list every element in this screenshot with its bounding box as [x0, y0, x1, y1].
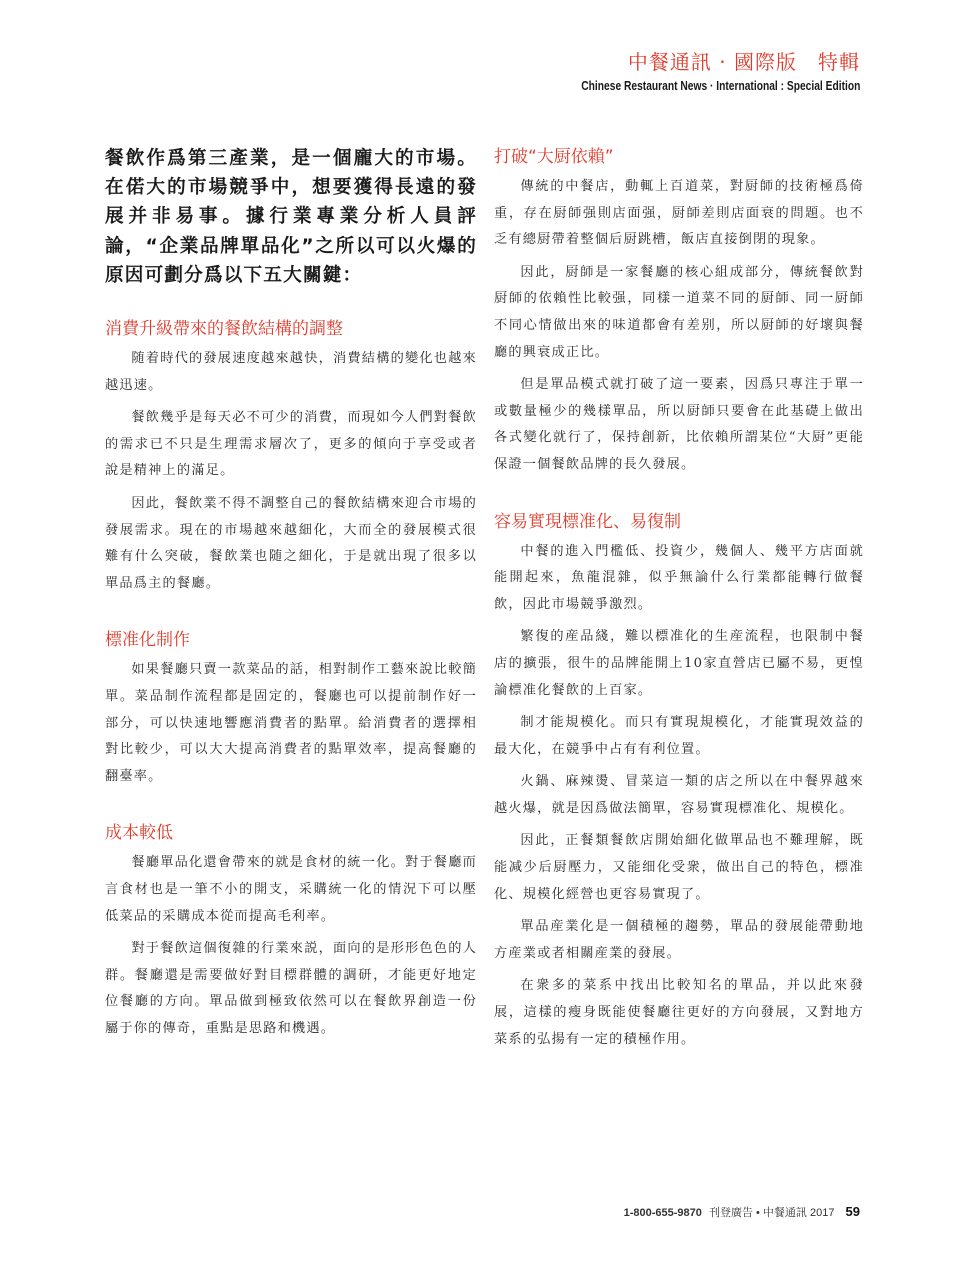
body-paragraph: 在衆多的菜系中找出比較知名的單品，并以此來發展，這樣的瘦身既能使餐廳往更好的方向發展，又對地方菜系的弘揚有一定的積極作用。 — [494, 978, 864, 1047]
body-paragraph: 但是單品模式就打破了這一要素，因爲只專注于單一或數量極少的幾樣單品，所以厨師只要會在此基礎上做出各式變化就行了，保持創新，比依賴所謂某位“大厨”更能保證一個餐飲品牌的長久發展。 — [494, 377, 864, 472]
body-paragraph: 火鍋、麻辣燙、冒菜這一類的店之所以在中餐界越來越火爆，就是因爲做法簡單，容易實現標准化、規模化。 — [494, 774, 864, 816]
right-column — [494, 144, 864, 1083]
body-paragraph: 制才能規模化。而只有實現規模化，才能實現效益的最大化，在競爭中占有有利位置。 — [494, 715, 864, 757]
article-section — [105, 316, 477, 597]
body-paragraph: 繁復的産品綫，難以標准化的生産流程，也限制中餐店的擴張，很牛的品牌能開上10家直營店已屬不易，更惶論標准化餐飲的上百家。 — [494, 629, 864, 698]
footer-phone: 1-800-655-9870 — [623, 1207, 702, 1219]
body-paragraph: 餐廳單品化還會帶來的就是食材的統一化。對于餐廳而言食材也是一筆不小的開支，采購統一化的情況下可以壓低菜品的采購成本從而提高毛利率。 — [105, 855, 477, 924]
body-paragraph: 傳統的中餐店，動輒上百道菜，對厨師的技術極爲倚重，存在厨師强則店面强，厨師差則店面衰的問題。也不乏有總厨帶着整個后厨跳槽，飯店直接倒閉的現象。 — [494, 179, 864, 248]
page-footer — [624, 1204, 860, 1220]
section-title: 成本較低 — [105, 823, 173, 844]
body-paragraph: 餐飲幾乎是每天必不可少的消費，而現如今人們對餐飲的需求已不只是生理需求層次了，更多的傾向于享受或者說是精神上的滿足。 — [105, 410, 477, 479]
page-number: 59 — [845, 1204, 860, 1219]
section-title: 打破“大厨依賴” — [494, 147, 614, 167]
header-title-chinese: 中餐通訊 · 國際版 特輯 — [627, 50, 860, 74]
article-section — [105, 820, 477, 1042]
section-title: 標准化制作 — [105, 630, 190, 651]
body-paragraph: 随着時代的發展速度越來越快，消費結構的變化也越來越迅速。 — [105, 351, 477, 393]
section-title: 消費升級帶來的餐飲結構的調整 — [105, 319, 343, 340]
body-paragraph: 對于餐飲這個復雜的行業來説，面向的是形形色色的人群。餐廳還是需要做好對目標群體的調研，才能更好地定位餐廳的方向。單品做到極致依然可以在餐飲界創造一份屬于你的傳奇，重點是思路和機遇。 — [105, 941, 477, 1036]
body-paragraph: 如果餐廳只賣一款菜品的話，相對制作工藝來說比較簡單。菜品制作流程都是固定的，餐廳也可以提前制作好一部分，可以快速地響應消費者的點單。給消費者的選擇相對比較少，可以大大提高消費者的點單效率，提高餐廳的翻臺率。 — [105, 662, 477, 784]
body-paragraph: 單品産業化是一個積極的趨勢，單品的發展能帶動地方産業或者相關産業的發展。 — [494, 919, 864, 961]
article-section — [494, 509, 864, 1054]
header-title-english: Chinese Restaurant News · International : Special Edition — [580, 79, 860, 93]
body-paragraph: 因此，正餐類餐飲店開始細化做單品也不難理解，既能减少后厨壓力，又能细化受衆，做出自己的特色，標准化、規模化經營也更容易實現了。 — [494, 833, 864, 902]
article-section — [494, 144, 864, 479]
body-paragraph: 中餐的進入門檻低、投資少，幾個人、幾平方店面就能開起來，魚龍混雜，似乎無論什么行業都能轉行做餐飲，因此市場競爭激烈。 — [494, 543, 864, 612]
body-paragraph: 因此，厨師是一家餐廳的核心組成部分，傳統餐飲對厨師的依賴性比較强，同樣一道菜不同的厨師、同一厨師不同心情做出來的味道都會有差别，所以厨師的好壞與餐廳的興衰成正比。 — [494, 264, 864, 360]
footer-text: 刊登廣告 • 中餐通訊 2017 — [708, 1207, 835, 1219]
left-column — [105, 144, 477, 1072]
article-section — [105, 627, 477, 790]
page-header — [520, 46, 860, 93]
section-title: 容易實現標准化、易復制 — [494, 511, 681, 532]
body-paragraph: 因此，餐飲業不得不調整自己的餐飲結構來迎合市場的發展需求。現在的市場越來越細化，大而全的發展模式很難有什么突破，餐飲業也随之細化，于是就出現了很多以單品爲主的餐廳。 — [105, 495, 477, 591]
intro-paragraph: 餐飲作爲第三產業，是一個龐大的市場。在偌大的市場競爭中，想要獲得長遠的發展并非易事。據行業專業分析人員評論，“企業品牌單品化”之所以可以火爆的原因可劃分爲以下五大關鍵： — [105, 148, 477, 286]
